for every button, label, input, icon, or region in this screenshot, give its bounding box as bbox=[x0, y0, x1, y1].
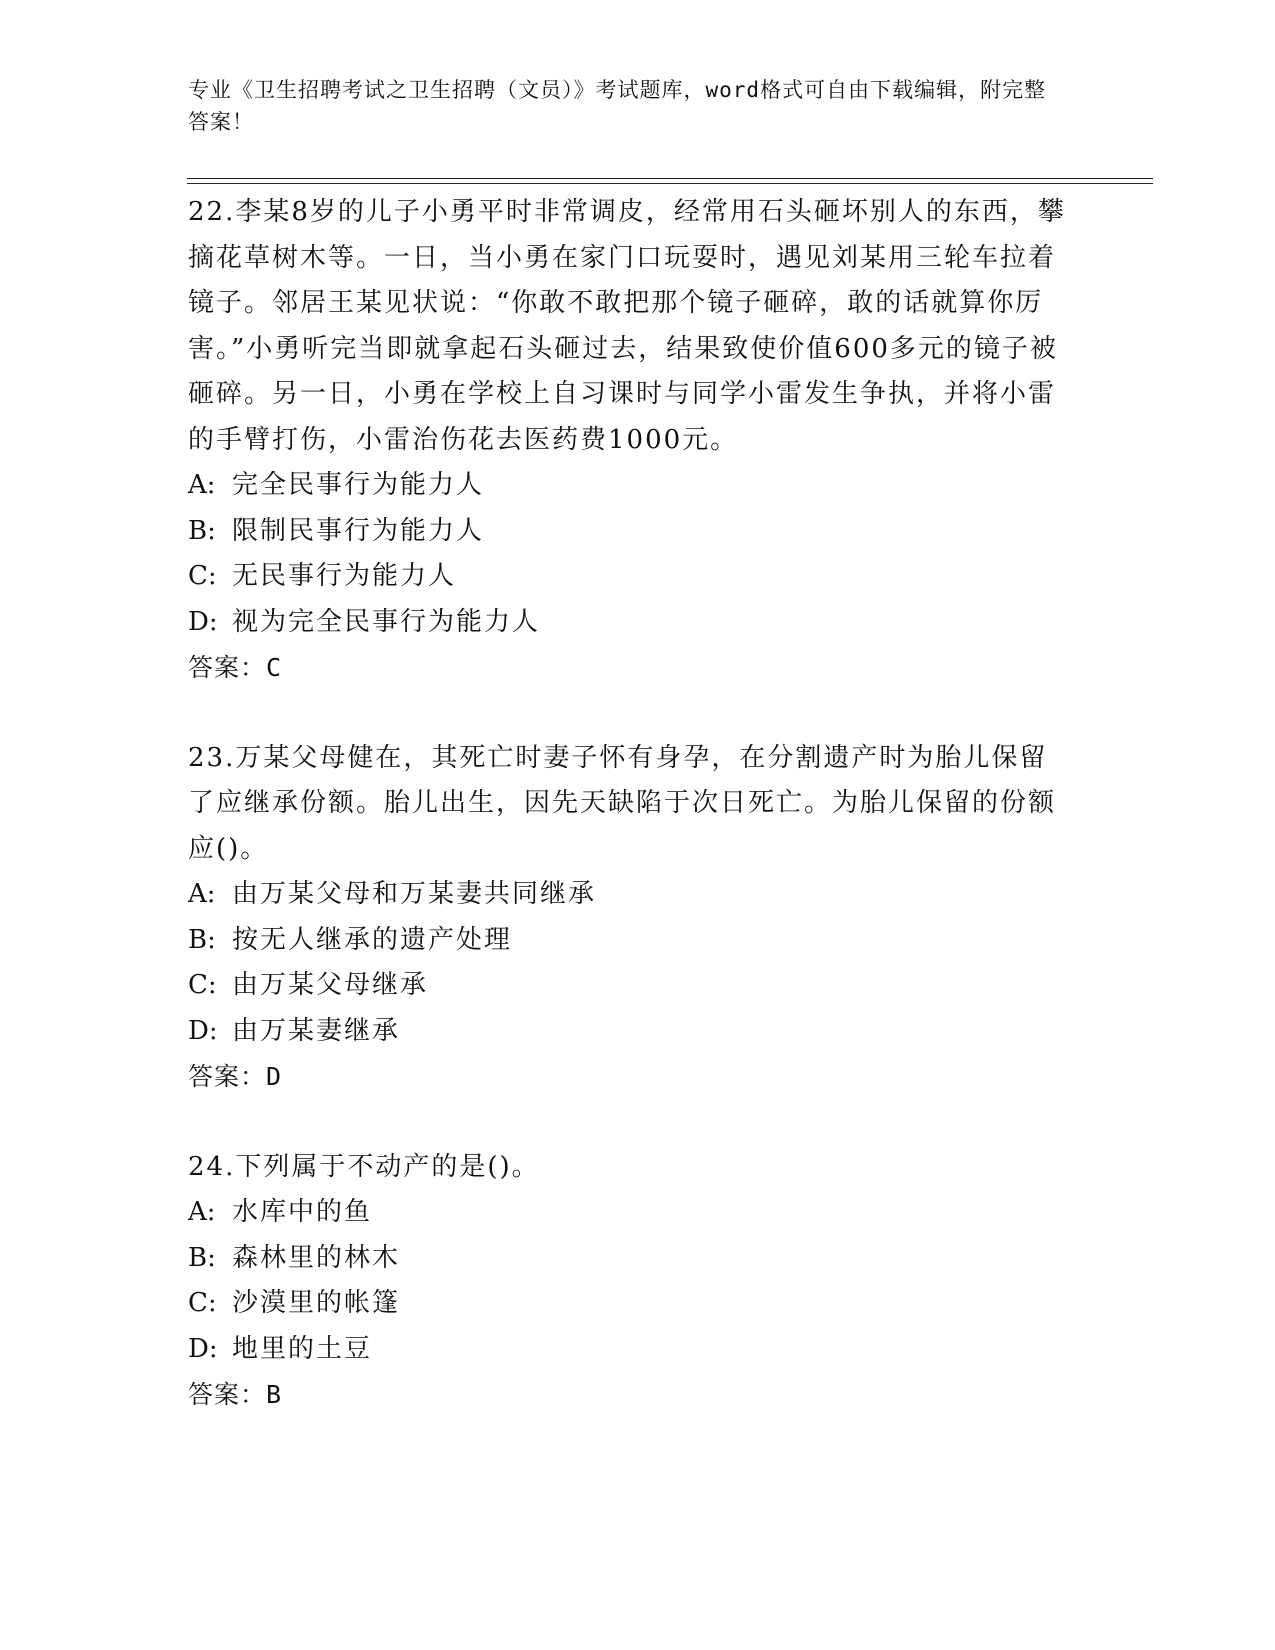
option-text: 按无人继承的遗产处理 bbox=[232, 924, 513, 955]
option-text: 森林里的林木 bbox=[232, 1242, 401, 1273]
option-letter: A: bbox=[188, 470, 216, 500]
option-text: 水库中的鱼 bbox=[232, 1197, 373, 1227]
option-text: 地里的土豆 bbox=[232, 1333, 373, 1364]
option-letter: A: bbox=[188, 879, 216, 909]
question-22 bbox=[188, 190, 1088, 691]
option-letter: D: bbox=[188, 606, 218, 637]
option-letter: B: bbox=[188, 924, 216, 955]
header-divider-bottom bbox=[187, 183, 1153, 184]
option-b bbox=[188, 509, 1088, 555]
question-stem: 23.万某父母健在，其死亡时妻子怀有身孕，在分割遗产时为胎儿保留了应继承份额。胎儿出生，因先天缺陷于次日死亡。为胎儿保留的份额应()。 bbox=[188, 742, 1057, 864]
option-text: 由万某父母和万某妻共同继承 bbox=[232, 879, 597, 909]
option-text: 无民事行为能力人 bbox=[232, 561, 457, 591]
option-letter: B: bbox=[188, 1242, 216, 1273]
option-a bbox=[188, 1190, 1088, 1236]
option-text: 完全民事行为能力人 bbox=[232, 470, 485, 500]
option-letter: D: bbox=[188, 1015, 218, 1046]
option-c bbox=[188, 1281, 1088, 1327]
question-list bbox=[188, 190, 1088, 1463]
question-stem: 22.李某8岁的儿子小勇平时非常调皮，经常用石头砸坏别人的东西，攀摘花草树木等。一日，当小勇在家门口玩耍时，遇见刘某用三轮车拉着镜子。邻居王某见状说：“你敢不敢把那个镜子砸碎，敢的话就算你厉害。”小勇听完当即就拿起石头砸过去，结果致使价值600多元的镜子被砸碎。另一日，小勇在学校上自习课时与同学小雷发生争执，并将小雷的手臂打伤，小雷治伤花去医药费1000元。 bbox=[188, 197, 1066, 455]
option-d bbox=[188, 1327, 1088, 1373]
option-letter: C: bbox=[188, 970, 217, 1000]
option-b bbox=[188, 918, 1088, 964]
option-letter: C: bbox=[188, 561, 217, 591]
answer-line: 答案：D bbox=[188, 1062, 283, 1091]
option-d bbox=[188, 600, 1088, 646]
question-stem: 24.下列属于不动产的是()。 bbox=[188, 1151, 540, 1182]
option-b bbox=[188, 1236, 1088, 1282]
option-c bbox=[188, 554, 1088, 600]
option-c bbox=[188, 963, 1088, 1009]
option-d bbox=[188, 1009, 1088, 1055]
option-a bbox=[188, 872, 1088, 918]
answer-line: 答案：B bbox=[188, 1380, 283, 1409]
document-header: 专业《卫生招聘考试之卫生招聘（文员）》考试题库，word格式可自由下载编辑，附完整答案！ bbox=[188, 78, 1047, 134]
question-24 bbox=[188, 1145, 1088, 1418]
option-text: 限制民事行为能力人 bbox=[232, 515, 485, 546]
header-divider-top bbox=[187, 178, 1153, 179]
option-a bbox=[188, 463, 1088, 509]
option-letter: C: bbox=[188, 1288, 217, 1318]
option-letter: D: bbox=[188, 1333, 218, 1364]
option-text: 沙漠里的帐篷 bbox=[232, 1288, 401, 1318]
option-text: 视为完全民事行为能力人 bbox=[232, 606, 541, 637]
answer-line: 答案：C bbox=[188, 653, 283, 682]
question-23 bbox=[188, 736, 1088, 1100]
option-letter: B: bbox=[188, 515, 216, 546]
option-letter: A: bbox=[188, 1197, 216, 1227]
option-text: 由万某父母继承 bbox=[232, 970, 429, 1000]
option-text: 由万某妻继承 bbox=[232, 1015, 401, 1046]
